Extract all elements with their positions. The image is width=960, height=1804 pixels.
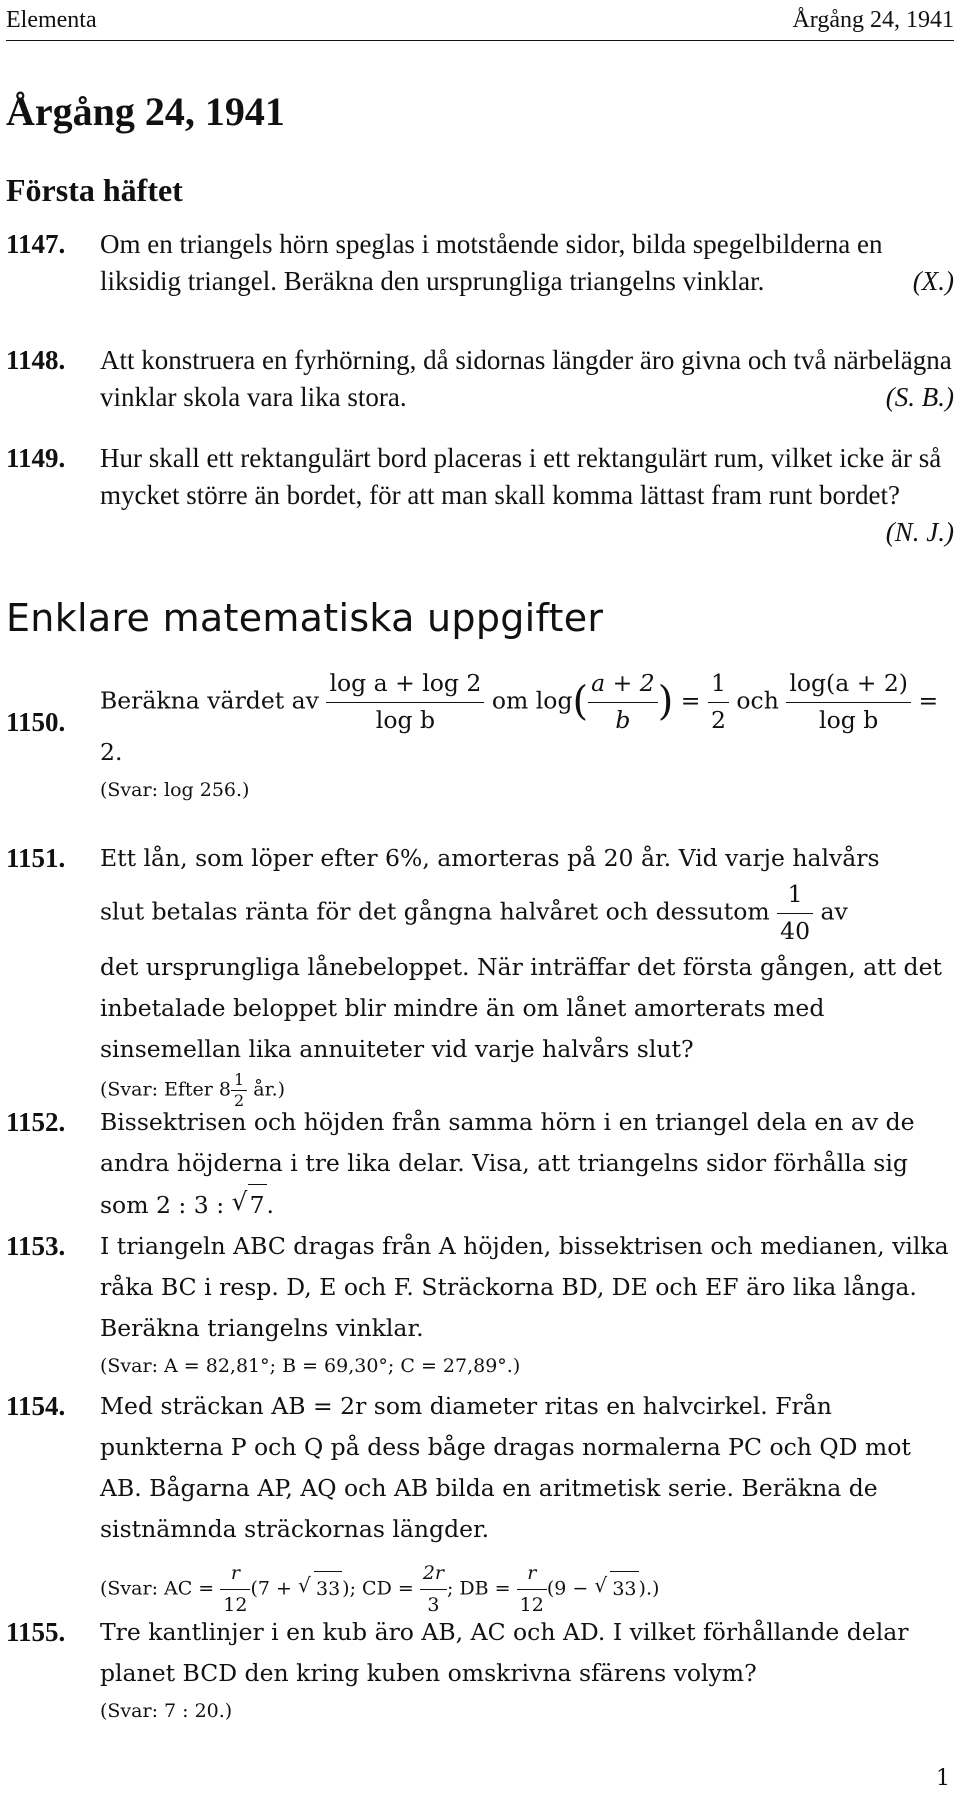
problem-answer: (Svar: 7 : 20.): [100, 1700, 233, 1722]
fraction-denominator: 40: [780, 916, 811, 945]
fraction: [326, 669, 484, 734]
problem-number: 1147.: [6, 229, 66, 259]
problem-answer: (Svar: log 256.): [100, 779, 250, 801]
equals-sign: =: [680, 686, 701, 715]
problem-1155: [6, 1612, 954, 1728]
sqrt-symbol: [314, 1571, 342, 1606]
fraction-denominator: log b: [819, 705, 879, 734]
fraction-denominator: 12: [519, 1594, 544, 1616]
fraction: [420, 1564, 447, 1615]
problem-1147: [6, 226, 954, 300]
problem-text: Bissektrisen och höjden från samma hörn i en triangel dela en av de andra höjderna i tre lika delar. Visa, att triangelns sidor förhålla sig som 2 : 3 :: [100, 1108, 915, 1219]
sqrt-symbol: [248, 1184, 267, 1226]
problem-number: 1151.: [6, 843, 66, 873]
problem-signature: (S. B.): [885, 382, 954, 412]
fraction-numerator: r: [220, 1564, 250, 1590]
fraction-denominator: log b: [375, 705, 436, 734]
problem-text: om log: [491, 686, 573, 715]
fraction: [786, 669, 911, 734]
problem-number: 1154.: [6, 1391, 66, 1421]
problem-text: Att konstruera en fyrhörning, då sidornas längder äro givna och två närbelägna vinklar skola vara lika stora.: [100, 345, 952, 412]
fraction: [777, 880, 813, 945]
fraction: [517, 1564, 547, 1615]
left-paren: (: [572, 678, 589, 725]
problem-text: 2.: [100, 738, 123, 766]
header-journal: Elementa: [6, 7, 97, 33]
fraction-numerator: 1: [708, 672, 729, 703]
fraction-denominator: 3: [427, 1594, 440, 1616]
problem-number: 1150.: [6, 707, 66, 737]
fraction: [708, 669, 729, 734]
fraction: [220, 1564, 250, 1615]
header-volume: Årgång 24, 1941: [792, 7, 954, 33]
problem-signature: (N. J.): [885, 517, 954, 547]
fraction-numerator: 1: [777, 883, 813, 914]
sqrt-radicand: 33: [612, 1577, 637, 1600]
problem-answer: (Svar: AC =: [100, 1577, 215, 1600]
problem-signature: (X.): [912, 266, 954, 296]
problem-number: 1149.: [6, 443, 66, 473]
problem-number: 1155.: [6, 1617, 66, 1647]
problem-text: Tre kantlinjer i en kub äro AB, AC och AD. I vilket förhållande delar planet BCD den kring kuben omskrivna sfärens volym?: [100, 1618, 909, 1687]
problem-text: Beräkna värdet av: [100, 686, 319, 715]
problem-text: Hur skall ett rektangulärt bord placeras i ett rektangulärt rum, vilket icke är så mycket större än bordet, för att man skall komma lättast fram runt bordet?: [100, 443, 942, 510]
page-title: Årgång 24, 1941: [6, 89, 285, 134]
running-header: [6, 4, 954, 36]
page-number: 1: [936, 1766, 950, 1791]
problem-text: det ursprungliga lånebeloppet. När inträffar det första gången, att det inbetalade beloppet blir mindre än om lånet amorterats med sinsemellan lika annuiteter vid varje halvårs slut?: [100, 953, 942, 1063]
fraction-numerator: r: [517, 1564, 547, 1590]
problem-1151: [6, 838, 954, 1109]
fraction: [588, 669, 658, 734]
fraction-denominator: 12: [223, 1594, 248, 1616]
problem-answer: år.): [253, 1078, 286, 1101]
problem-text: av: [820, 897, 848, 926]
sqrt-symbol: [610, 1571, 638, 1606]
fraction-denominator: 2: [710, 705, 726, 734]
fraction-numerator: a + 2: [588, 672, 658, 703]
problem-answer: (Svar: A = 82,81°; B = 69,30°; C = 27,89°.): [100, 1355, 521, 1377]
sqrt-radicand: 7: [249, 1191, 265, 1219]
problem-number: 1153.: [6, 1231, 66, 1261]
header-rule: [6, 40, 954, 41]
problem-answer: ; DB =: [446, 1577, 511, 1600]
problem-1152: [6, 1102, 954, 1226]
problem-text: Ett lån, som löper efter 6%, amorteras på 20 år. Vid varje halvårs: [100, 844, 880, 872]
fraction-denominator: b: [615, 705, 631, 734]
problem-answer: (Svar: Efter 8: [100, 1078, 232, 1101]
fraction-numerator: log a + log 2: [326, 672, 484, 703]
problem-text: och: [736, 686, 779, 715]
issue-heading: Första häftet: [6, 172, 183, 208]
problem-text: Om en triangels hörn speglas i motstående sidor, bilda spegelbilderna en liksidig triangel. Beräkna den ursprungliga triangelns vinklar.: [100, 229, 883, 296]
right-paren: ): [657, 678, 674, 725]
section-heading: Enklare matematiska uppgifter: [6, 596, 604, 640]
sqrt-radicand: 33: [315, 1577, 341, 1600]
problem-answer: ).): [638, 1577, 660, 1600]
problem-text: Med sträckan AB = 2r som diameter ritas en halvcirkel. Från punkterna P och Q på dess båge dragas normalerna PC och QD mot AB. Bågarna AP, AQ och AB bilda en aritmetisk serie. Beräkna de sistnämnda sträckornas längder.: [100, 1392, 911, 1543]
problem-text: I triangeln ABC dragas från A höjden, bissektrisen och medianen, vilka råka BC i resp. D, E och F. Sträckorna BD, DE och EF äro lika långa. Beräkna triangelns vinklar.: [100, 1232, 949, 1342]
problem-1154: [6, 1386, 954, 1615]
problem-1148: [6, 342, 954, 416]
fraction-numerator: 1: [231, 1072, 247, 1091]
problem-text: slut betalas ränta för det gångna halvåret och dessutom: [100, 897, 770, 926]
problem-text: .: [266, 1191, 275, 1219]
fraction-denominator: 2: [234, 1091, 245, 1110]
equals-sign: =: [918, 686, 939, 715]
problem-answer: ); CD =: [342, 1577, 414, 1600]
problem-number: 1148.: [6, 345, 66, 375]
problem-number: 1152.: [6, 1107, 66, 1137]
fraction-numerator: log(a + 2): [786, 672, 911, 703]
fraction-numerator: 2r: [420, 1564, 447, 1590]
problem-answer: (7 +: [250, 1577, 292, 1600]
problem-1153: [6, 1226, 954, 1383]
problem-answer: (9 −: [546, 1577, 589, 1600]
problem-1150: [6, 669, 954, 807]
problem-1149: [6, 440, 954, 551]
